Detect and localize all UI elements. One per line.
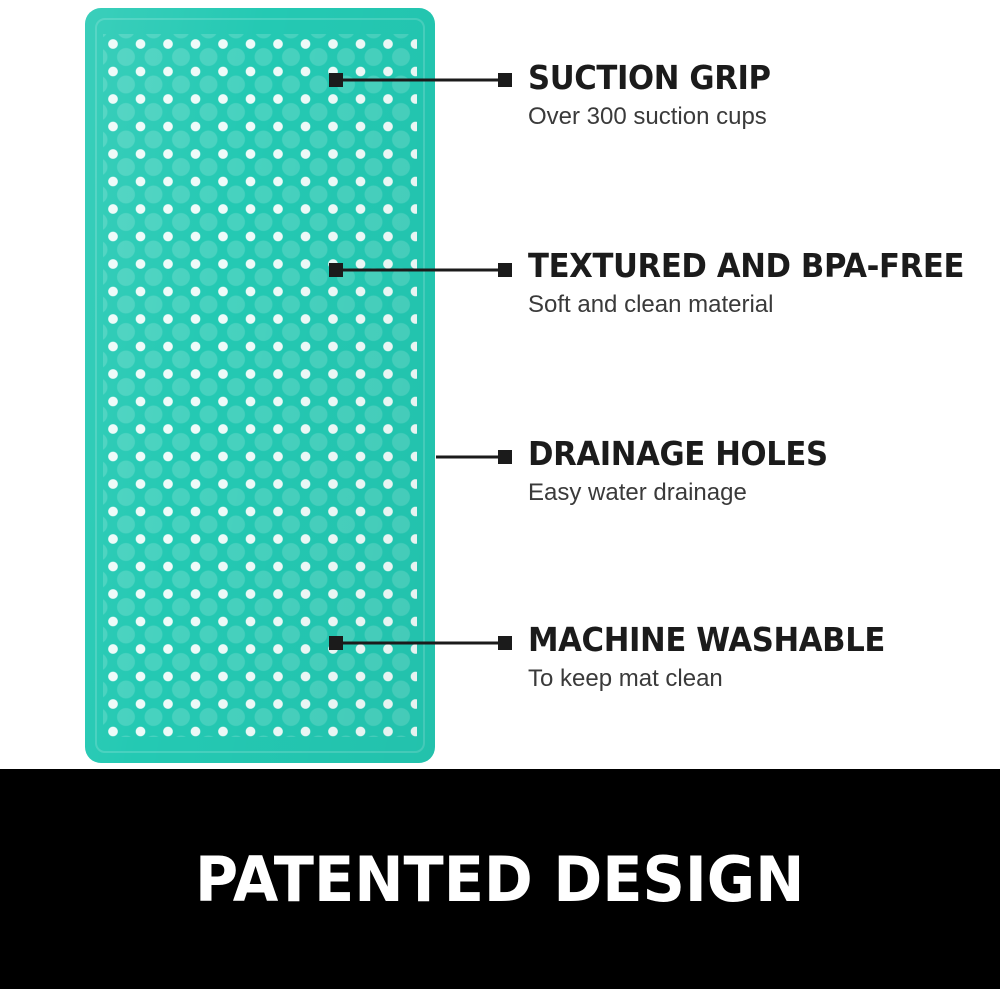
banner-title: PATENTED DESIGN: [195, 842, 805, 916]
bath-mat-shape: [85, 8, 435, 763]
callout-subtitle: Soft and clean material: [528, 291, 774, 318]
mat-drainage-hole-pattern: [103, 34, 417, 737]
callout-title: MACHINE WASHABLE: [528, 620, 885, 659]
product-image: [85, 8, 435, 763]
callout-machine-washable: [528, 620, 912, 693]
callout-subtitle: Over 300 suction cups: [528, 103, 767, 130]
callout-suction-grip: [528, 58, 789, 131]
callout-subtitle: Easy water drainage: [528, 479, 747, 506]
callout-subtitle: To keep mat clean: [528, 665, 723, 692]
leader-line-drainage-holes: [436, 450, 512, 464]
callout-title: DRAINAGE HOLES: [528, 434, 828, 473]
callout-title: SUCTION GRIP: [528, 58, 771, 97]
bottom-banner: [0, 769, 1000, 989]
callout-drainage-holes: [528, 434, 850, 507]
callout-title: TEXTURED AND BPA-FREE: [528, 246, 965, 285]
callout-textured-and-bpa-free: [528, 246, 997, 319]
